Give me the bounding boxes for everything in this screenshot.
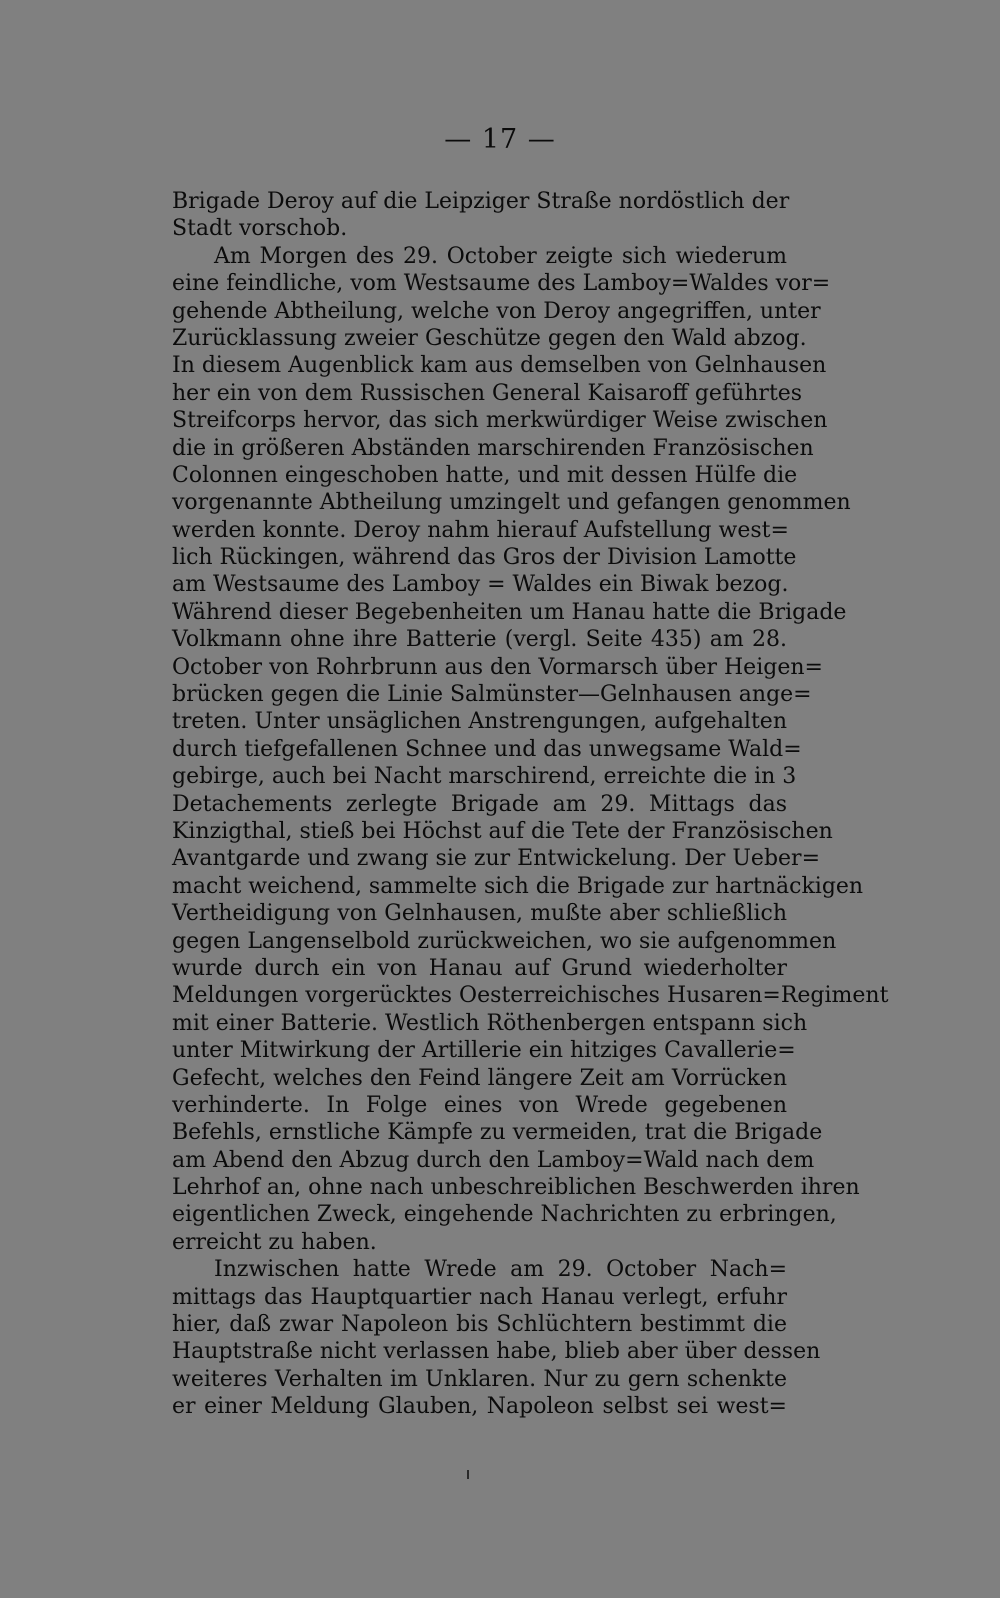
- text-line: wurde durch ein von Hanau auf Grund wiederholter: [172, 955, 787, 981]
- text-line: durch tiefgefallenen Schnee und das unwegsame Wald=: [172, 736, 802, 762]
- text-line: Während dieser Begebenheiten um Hanau hatte die Brigade: [172, 599, 847, 625]
- text-line: Vertheidigung von Gelnhausen, mußte aber schließlich: [172, 901, 787, 927]
- text-line: October von Rohrbrunn aus den Vormarsch über Heigen=: [172, 654, 823, 680]
- text-line: hier, daß zwar Napoleon bis Schlüchtern bestimmt die: [172, 1312, 787, 1338]
- text-line: Kinzigthal, stieß bei Höchst auf die Tete der Französischen: [172, 818, 833, 844]
- text-line: Detachements zerlegte Brigade am 29. Mittags das: [172, 791, 787, 817]
- page-number: — 17 —: [444, 124, 556, 155]
- text-line: Inzwischen hatte Wrede am 29. October Nach=: [214, 1257, 787, 1283]
- text-line: Lehrhof an, ohne nach unbeschreiblichen Beschwerden ihren: [172, 1175, 860, 1201]
- text-line: Colonnen eingeschoben hatte, und mit dessen Hülfe die: [172, 462, 798, 488]
- text-line: Am Morgen des 29. October zeigte sich wiederum: [214, 243, 787, 269]
- text-line: mittags das Hauptquartier nach Hanau verlegt, erfuhr: [172, 1284, 787, 1310]
- text-line: Hauptstraße nicht verlassen habe, blieb aber über dessen: [172, 1339, 821, 1365]
- text-line: gehende Abtheilung, welche von Deroy angegriffen, unter: [172, 298, 821, 324]
- text-line: weiteres Verhalten im Unklaren. Nur zu gern schenkte: [172, 1366, 787, 1392]
- text-line: werden konnte. Deroy nahm hierauf Aufstellung west=: [172, 517, 789, 543]
- text-line: er einer Meldung Glauben, Napoleon selbst sei west=: [172, 1394, 787, 1420]
- text-line: eine feindliche, vom Westsaume des Lamboy=Waldes vor=: [172, 271, 831, 297]
- text-line: Brigade Deroy auf die Leipziger Straße nordöstlich der: [172, 189, 790, 214]
- text-line: Zurücklassung zweier Geschütze gegen den Wald abzog.: [172, 325, 807, 351]
- text-line: eigentlichen Zweck, eingehende Nachrichten zu erbringen,: [172, 1202, 837, 1228]
- text-line: Meldungen vorgerücktes Oesterreichisches Husaren=Regiment: [172, 983, 889, 1009]
- text-line: lich Rückingen, während das Gros der Division Lamotte: [172, 545, 797, 571]
- text-line: macht weichend, sammelte sich die Brigade zur hartnäckigen: [172, 873, 864, 899]
- text-line: Streifcorps hervor, das sich merkwürdiger Weise zwischen: [172, 408, 828, 434]
- text-line: Avantgarde und zwang sie zur Entwickelung. Der Ueber=: [172, 846, 821, 872]
- text-line: brücken gegen die Linie Salmünster—Gelnhausen ange=: [172, 682, 812, 708]
- text-line: gegen Langenselbold zurückweichen, wo sie aufgenommen: [172, 928, 837, 954]
- body-text: [172, 188, 889, 1421]
- text-line: Befehls, ernstliche Kämpfe zu vermeiden, trat die Brigade: [172, 1120, 823, 1146]
- text-line: die in größeren Abständen marschirenden Französischen: [172, 435, 814, 461]
- text-line: Volkmann ohne ihre Batterie (vergl. Seite 435) am 28.: [172, 627, 787, 653]
- text-line: treten. Unter unsäglichen Anstrengungen, aufgehalten: [172, 709, 787, 735]
- text-line: gebirge, auch bei Nacht marschirend, erreichte die in 3: [172, 764, 797, 790]
- text-line: her ein von dem Russischen General Kaisaroff geführtes: [172, 380, 803, 406]
- text-line: unter Mitwirkung der Artillerie ein hitziges Cavallerie=: [172, 1038, 796, 1064]
- text-line: verhinderte. In Folge eines von Wrede gegebenen: [172, 1092, 787, 1118]
- text-line: erreicht zu haben.: [172, 1229, 377, 1255]
- text-line: In diesem Augenblick kam aus demselben von Gelnhausen: [172, 353, 827, 379]
- print-speck: [467, 1470, 469, 1479]
- text-line: Stadt vorschob.: [172, 216, 348, 242]
- text-line: Gefecht, welches den Feind längere Zeit am Vorrücken: [172, 1065, 787, 1091]
- text-line: am Abend den Abzug durch den Lamboy=Wald nach dem: [172, 1147, 815, 1173]
- text-line: vorgenannte Abtheilung umzingelt und gefangen genommen: [172, 490, 851, 516]
- text-line: am Westsaume des Lamboy = Waldes ein Biwak bezog.: [172, 572, 789, 598]
- text-line: mit einer Batterie. Westlich Röthenbergen entspann sich: [172, 1010, 808, 1036]
